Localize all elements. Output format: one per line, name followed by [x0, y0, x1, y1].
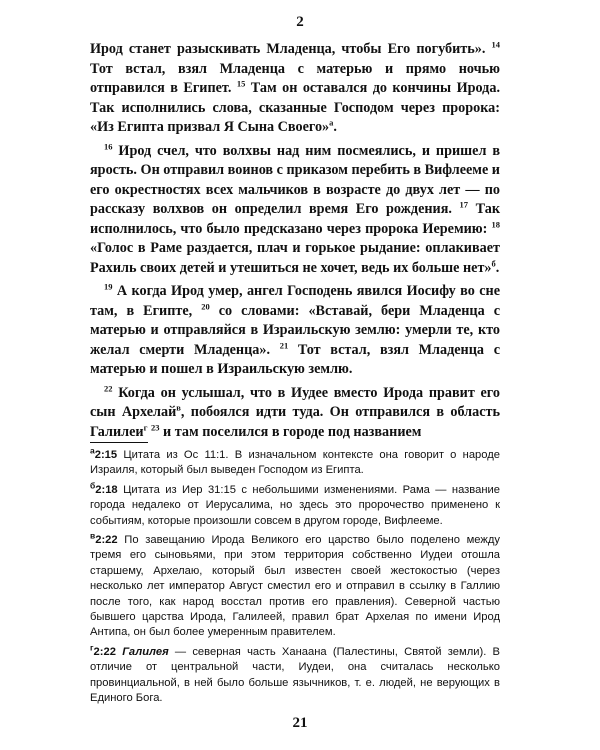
footnote [90, 642, 500, 707]
verse-number: 21 [279, 339, 289, 350]
footnote-text: Цитата из Иер 31:15 с небольшими изменениями. Рама — название города недалеко от Иерусалима, но здесь это пророчество применено к событиям, которые произошли совсем в другом городе, Вифлееме. [90, 483, 500, 527]
verse-number: 17 [459, 199, 469, 210]
verse-number: 19 [104, 281, 113, 292]
footnote-letter: б [90, 480, 96, 491]
text-run: Тот встал, взял Младенца с матерью и прямо ночью отправился в Египет. [90, 60, 500, 96]
text-run: Так исполнилось, что было предсказано через пророка Иеремию: [90, 201, 500, 237]
verse-number: 14 [491, 39, 500, 50]
verse-number: 22 [104, 382, 113, 393]
text-run: . [495, 259, 500, 276]
text-run: Тот встал, взял Младенца с матерью и пошел в Израильскую землю. [90, 341, 500, 377]
text-run: Там он оставался до кончины Ирода. Так исполнились слова, сказанные Господом через пророка: «Из Египта призвал Я Сына Своего» [90, 80, 500, 135]
main-text [90, 40, 500, 446]
footnote [90, 530, 500, 641]
footnote-letter: а [90, 445, 95, 456]
verse-number: 20 [201, 300, 210, 311]
text-run: , побоялся идти туда. Он отправился в область Галилеи [90, 404, 501, 440]
paragraph-2 [90, 142, 500, 279]
footnote-text: По завещанию Ирода Великого его царство было поделено между тремя его сыновьями, при этом территория собственно Иудеи отошла старшему, Архелаю, который был известен своей жестокостью (через несколько лет император Август сместил его и отправил в ссылку в Галлию после того, как народ восстал против его правления). Северной частью бывшего царства Ирода, Галилеей, правил брат Архелая по имени Ирод Антипа, он был более умеренным правителем. [90, 534, 500, 639]
text-run: . [333, 119, 337, 135]
footnote-text: Цитата из Ос 11:1. В изначальном контексте она говорит о народе Израиля, который был выведен Господом из Египта. [90, 449, 500, 477]
footnote-marker[interactable]: в [176, 402, 181, 413]
verse-number: 18 [491, 218, 501, 229]
verse-number: 23 [150, 421, 160, 432]
verse-number: 16 [104, 140, 113, 151]
footnote-ref: 2:22 [95, 534, 118, 547]
footnote-letter: г [90, 642, 94, 653]
footnote-marker[interactable]: а [329, 117, 334, 128]
footnotes [90, 445, 500, 711]
footnote-text: — северная часть Ханаана (Палестины, Святой земли). В отличие от центральной части, Иудеи, она считалась несколько провинциальной, в ней было больше язычников, т. е. людей, не верующих в Единого Бога. [90, 645, 500, 705]
footnote-term: Галилея [122, 645, 169, 658]
text-run: Когда он услышал, что в Иудее вместо Ирода правит его сын Архелай [90, 384, 500, 420]
footnote-letter: в [90, 530, 96, 541]
text-run: Ирод счел, что волхвы над ним посмеялись, и пришел в ярость. Он отправил воинов с приказом перебить в Вифлееме и его окрестностях всех мальчиков в возрасте до двух лет — по рассказу волхвов он определил время Его рождения. [90, 142, 500, 217]
text-run: А когда Ирод умер, ангел Господень явился Иосифу во сне там, в Египте, [90, 283, 500, 319]
footnote [90, 445, 500, 479]
footnote [90, 480, 500, 529]
verse-number: 15 [236, 78, 246, 89]
footnote-ref: 2:18 [95, 483, 118, 496]
top-page-number: 2 [296, 14, 304, 30]
footnote-ref: 2:22 [93, 645, 116, 658]
footnote-ref: 2:15 [94, 449, 118, 461]
footnote-marker[interactable]: б [491, 257, 496, 268]
paragraph-4 [90, 384, 500, 443]
text-run: со словами: «Вставай, бери Младенца с матерью и отправляйся в Израильскую землю: умерли те, кто желал смерти Младенца». [90, 302, 500, 358]
paragraph-1 [90, 40, 500, 138]
paragraph-3 [90, 282, 500, 380]
bottom-page-number: 21 [292, 715, 308, 731]
text-run: и там поселился в городе под названием [159, 423, 422, 440]
text-run: Ирод станет разыскивать Младенца, чтобы Его погубить». [90, 41, 486, 57]
footnote-divider [90, 442, 148, 443]
text-run: «Голос в Раме раздается, плач и горькое рыдание: оплакивает Рахиль своих детей и утешиться не хочет, ведь их больше нет» [90, 240, 500, 276]
footnote-marker[interactable]: г [143, 421, 148, 432]
